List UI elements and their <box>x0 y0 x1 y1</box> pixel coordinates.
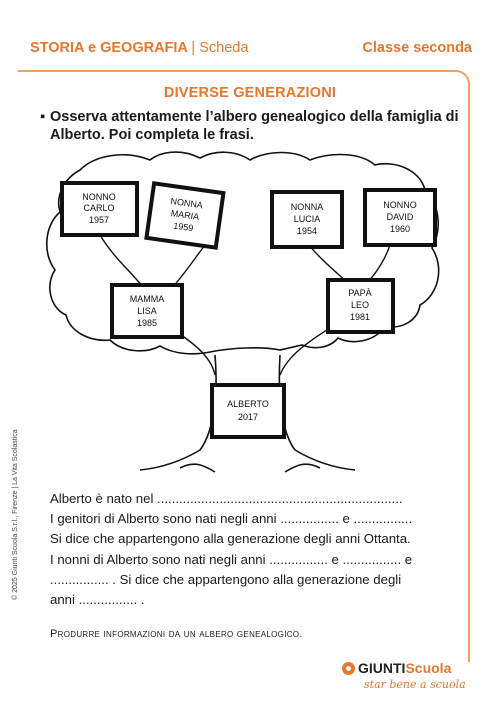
worksheet-title: DIVERSE GENERAZIONI <box>163 85 337 101</box>
family-tree-illustration <box>40 150 460 480</box>
nonno-carlo-line2: CARLO <box>83 203 115 213</box>
frame-nonna-maria <box>146 183 223 247</box>
nonno-carlo-line1: NONNO <box>82 192 116 202</box>
brand-name-a: GIUNTI <box>358 660 406 676</box>
publisher-logo <box>342 660 466 700</box>
brand-name-b: Scuola <box>405 660 452 676</box>
nonna-maria-line2: MARIA <box>170 208 200 222</box>
nonno-carlo-line3: 1957 <box>88 215 110 225</box>
nonna-lucia-line3: 1954 <box>296 226 318 236</box>
learning-objective: Produrre informazioni da un albero genealogico. <box>50 628 303 640</box>
nonna-maria-line3: 1959 <box>172 220 194 234</box>
brand-name <box>358 660 451 676</box>
alberto-line2: 2017 <box>237 412 259 422</box>
frame-mamma-lisa <box>112 285 182 337</box>
frame-nonna-lucia <box>272 192 342 247</box>
exercise-line-3: Si dice che appartengono alla generazione degli anni Ottanta. <box>50 531 411 547</box>
page-header <box>30 40 472 64</box>
brand-tagline: star bene a scuola <box>364 678 466 691</box>
bullet-icon: ▪ <box>40 109 46 125</box>
papa-leo-line2: LEO <box>350 300 370 310</box>
mamma-lisa-line1: MAMMA <box>129 294 165 304</box>
exercise-line-4: I nonni di Alberto sono nati negli anni ................ e ................ e <box>50 551 413 567</box>
instruction-text: Osserva attentamente l’albero genealogico della famiglia di Alberto. Poi completa le frasi. <box>50 109 459 143</box>
giunti-logo-icon <box>342 662 355 675</box>
exercise-line-2: I genitori di Alberto sono nati negli anni ................ e ................ <box>50 511 413 527</box>
nonno-david-line2: DAVID <box>386 212 414 222</box>
header-separator: | <box>191 40 196 56</box>
nonna-lucia-line1: NONNA <box>290 202 324 212</box>
copyright-notice: © 2025 Giunti Scuola S.r.l., Firenze | La Vita Scolastica <box>12 429 19 600</box>
instruction <box>40 108 470 144</box>
frame-nonno-carlo <box>62 183 137 235</box>
subject-label <box>30 40 248 56</box>
class-label: Classe seconda <box>362 40 472 56</box>
nonna-lucia-line2: LUCIA <box>293 214 321 224</box>
nonno-david-line1: NONNO <box>383 200 417 210</box>
mamma-lisa-line2: LISA <box>137 306 157 316</box>
nonno-david-line3: 1960 <box>389 224 411 234</box>
exercise-line-6: anni ................ . <box>50 592 145 608</box>
papa-leo-line1: PAPÀ <box>348 288 372 298</box>
sheet-label: Scheda <box>199 40 249 56</box>
mamma-lisa-line3: 1985 <box>136 318 158 328</box>
exercise-line-1: Alberto è nato nel ................................................................... <box>50 491 403 506</box>
alberto-line1: ALBERTO <box>227 399 269 409</box>
exercise-text <box>50 489 460 610</box>
frame-alberto <box>212 385 284 437</box>
frame-nonno-david <box>365 190 435 245</box>
papa-leo-line3: 1981 <box>349 312 371 322</box>
exercise-line-5: ................ . Si dice che appartengono alla generazione degli <box>50 571 402 587</box>
frame-papa-leo <box>328 280 393 332</box>
subject-text: STORIA e GEOGRAFIA <box>30 40 188 56</box>
nonna-maria-line1: NONNA <box>169 195 204 211</box>
